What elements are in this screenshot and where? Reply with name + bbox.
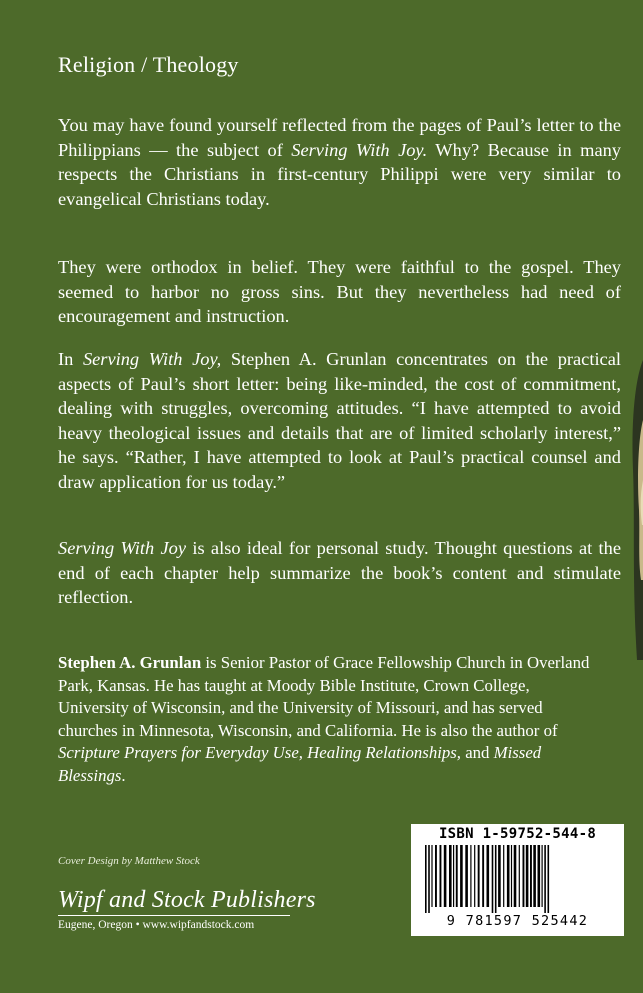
barcode-bars [425, 845, 610, 913]
paragraph-text: is also ideal for personal study. Thought questions at the end of each chapter help summarize the book’s content and stimulate reflection. [58, 538, 621, 607]
paragraph-text: Stephen A. Grunlan concentrates on the practical aspects of Paul’s short letter: being like-minded, the cost of commitment, dealing with struggles, overcoming attitudes. “I have attempted to avoid heavy theological issues and details that are of limited scholarly interest,” he says. “Rather, I have attempted to look at Paul’s practical counsel and draw application for us today.” [58, 349, 621, 492]
author-name: Stephen A. Grunlan [58, 653, 202, 672]
paragraph-text: You may have found yourself reflected from the pages of Paul’s letter to the Philippians — the subject of [58, 115, 621, 160]
description-paragraph-2: They were orthodox in belief. They were faithful to the gospel. They seemed to harbor no gross sins. But they nevertheless had need of encouragement and instruction. [58, 257, 621, 326]
book-titles: Scripture Prayers for Everyday Use, Healing Relationships, [58, 743, 461, 763]
book-title: Serving With Joy, [82, 349, 222, 369]
isbn-text: ISBN 1-59752-544-8 [438, 826, 597, 842]
cover-art-edge [629, 360, 643, 660]
publisher-name: Wipf and Stock Publishers [58, 887, 316, 913]
description-paragraph-4 [58, 536, 621, 610]
description-paragraph-1 [58, 113, 621, 211]
bio-text: . [121, 765, 126, 785]
category-label: Religion / Theology [58, 52, 239, 77]
description-paragraph-3 [58, 347, 621, 494]
cover-design-credit: Cover Design by Matthew Stock [58, 855, 200, 867]
paragraph-text: Why? Because in many respects the Christians in first-century Philippi were very similar to evangelical Christians today. [58, 139, 621, 209]
isbn-barcode [411, 824, 624, 936]
book-title: Missed Blessings [58, 743, 542, 785]
bio-text: is Senior Pastor of Grace Fellowship Church in Overland Park, Kansas. He has taught at Moody Bible Institute, Crown College, University of Wisconsin, and the University of Missouri, and has served churches in Minnesota, Wisconsin, and California. He is also the author of [58, 653, 590, 740]
publisher-divider [58, 915, 290, 916]
book-title: Serving With Joy. [291, 139, 428, 160]
author-bio [58, 652, 598, 788]
paragraph-text: In [58, 349, 83, 369]
book-title: Serving With Joy [58, 538, 187, 558]
bio-text: and [461, 743, 494, 763]
barcode-number: 9 781597 525442 [446, 913, 589, 929]
publisher-address: Eugene, Oregon • www.wipfandstock.com [58, 919, 255, 931]
